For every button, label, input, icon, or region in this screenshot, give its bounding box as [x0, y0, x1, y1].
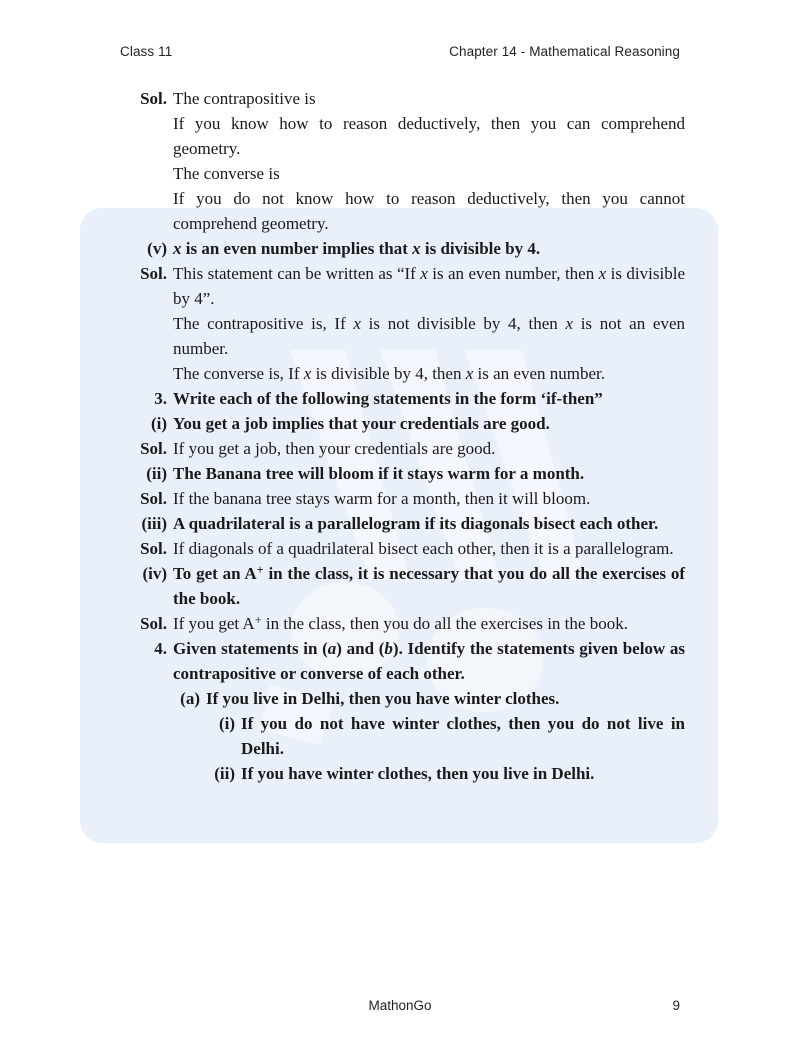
question-text-segment: is divisible by 4.: [420, 239, 541, 258]
question-text-3ii: The Banana tree will bloom if it stays warm for a month.: [173, 464, 585, 483]
solution-text-segment: in the class, then you do all the exercises in the book.: [261, 614, 628, 633]
page-header: [120, 44, 680, 59]
solution-text: [173, 361, 685, 386]
question-text-3i: You get a job implies that your credentials are good.: [173, 414, 550, 433]
solution-row: [0, 186, 800, 236]
solution-label: Sol.: [140, 489, 167, 508]
solution-text: [173, 311, 685, 361]
solution-text: If you do not know how to reason deductively, then you cannot comprehend geometry.: [173, 189, 685, 233]
solution-text-segment: This statement can be written as “If: [173, 264, 421, 283]
document-body: [0, 86, 800, 786]
solution-text-3iii: If diagonals of a quadrilateral bisect each other, then it is a parallelogram.: [173, 539, 674, 558]
solution-label: Sol.: [140, 614, 167, 633]
solution-text: The contrapositive is: [173, 89, 316, 108]
header-chapter-label: Chapter 14 - Mathematical Reasoning: [449, 44, 680, 59]
question-text-4: [173, 636, 685, 686]
math-var-b: b: [384, 639, 393, 658]
math-var-x: x: [303, 364, 312, 383]
header-class-label: Class 11: [120, 44, 173, 59]
solution-row: [0, 86, 800, 111]
question-text-segment: is an even number implies that: [181, 239, 413, 258]
question-label-3: 3.: [154, 389, 167, 408]
solution-row: [0, 311, 800, 361]
solution-text-segment: The contrapositive is, If: [173, 314, 354, 333]
solution-text: The converse is: [173, 164, 280, 183]
solution-label: Sol.: [140, 539, 167, 558]
footer-page-number: 9: [672, 998, 680, 1013]
question-row-3iv: [0, 561, 800, 611]
superscript-plus: +: [254, 612, 262, 627]
solution-text-segment: If you get A: [173, 614, 255, 633]
solution-row: [0, 111, 800, 161]
question-label-i: (i): [218, 714, 235, 733]
question-text-segment: ) and (: [336, 639, 385, 658]
math-var-x: x: [420, 264, 428, 283]
solution-text-segment: is divisible by 4”.: [173, 264, 685, 308]
solution-row: [0, 611, 800, 636]
question-label-ii: (ii): [214, 764, 235, 783]
solution-text-segment: The converse is, If: [173, 364, 304, 383]
math-var-x: x: [353, 314, 361, 333]
question-label-4: 4.: [154, 639, 167, 658]
question-row-4a-ii: [0, 761, 800, 786]
question-label-iv: (iv): [142, 564, 167, 583]
math-var-x: x: [412, 239, 421, 258]
solution-text-segment: is divisible by 4, then: [311, 364, 466, 383]
math-var-x: x: [173, 239, 182, 258]
question-label-ii: (ii): [146, 464, 167, 483]
question-text-v: [173, 236, 685, 261]
math-var-a: a: [327, 639, 337, 658]
question-text-segment: To get an A: [173, 564, 257, 583]
question-text-segment: Given statements in (: [173, 639, 328, 658]
math-var-x: x: [465, 364, 474, 383]
solution-row: [0, 161, 800, 186]
question-row-v: [0, 236, 800, 261]
solution-row: [0, 536, 800, 561]
question-text-3iv: [173, 561, 685, 611]
question-row-3ii: [0, 461, 800, 486]
question-text-3iii: A quadrilateral is a parallelogram if its diagonals bisect each other.: [173, 514, 659, 533]
math-var-x: x: [598, 264, 607, 283]
math-var-x: x: [565, 314, 574, 333]
question-text-segment: ). Identify the statements given below as contrapositive or converse of each other.: [173, 639, 685, 683]
solution-text-segment: is an even number, then: [427, 264, 599, 283]
question-row-3: [0, 386, 800, 411]
question-row-4a: [0, 686, 800, 711]
solution-row: [0, 486, 800, 511]
solution-text-3ii: If the banana tree stays warm for a month, then it will bloom.: [173, 489, 591, 508]
question-row-3iii: [0, 511, 800, 536]
question-row-4: [0, 636, 800, 686]
solution-text-segment: is not an even number.: [173, 314, 685, 358]
solution-label: Sol.: [140, 439, 167, 458]
solution-text-3iv: [173, 611, 685, 636]
solution-row: [0, 361, 800, 386]
solution-text: [173, 261, 685, 311]
solution-label: Sol.: [140, 264, 167, 283]
solution-text: If you know how to reason deductively, then you can comprehend geometry.: [173, 114, 685, 158]
solution-text-segment: is not divisible by 4, then: [360, 314, 566, 333]
question-label-iii: (iii): [141, 514, 167, 533]
question-row-4a-i: [0, 711, 800, 761]
superscript-plus: +: [256, 562, 264, 577]
solution-row: [0, 436, 800, 461]
question-text-segment: in the class, it is necessary that you do all the exercises of the book.: [173, 564, 685, 608]
question-label-v: (v): [147, 239, 167, 258]
solution-row: [0, 261, 800, 311]
solution-text-3i: If you get a job, then your credentials are good.: [173, 439, 496, 458]
footer-brand-label: MathonGo: [368, 998, 432, 1013]
solution-label: Sol.: [140, 89, 167, 108]
question-text-4a-i: If you do not have winter clothes, then you do not live in Delhi.: [241, 714, 685, 758]
question-label-i: (i): [150, 414, 167, 433]
solution-text-segment: is an even number.: [473, 364, 605, 383]
question-label-a: (a): [180, 689, 200, 708]
question-text-4a: If you live in Delhi, then you have winter clothes.: [206, 689, 560, 708]
question-text-3: Write each of the following statements in the form ‘if-then”: [173, 389, 603, 408]
question-row-3i: [0, 411, 800, 436]
question-text-4a-ii: If you have winter clothes, then you live in Delhi.: [241, 764, 595, 783]
